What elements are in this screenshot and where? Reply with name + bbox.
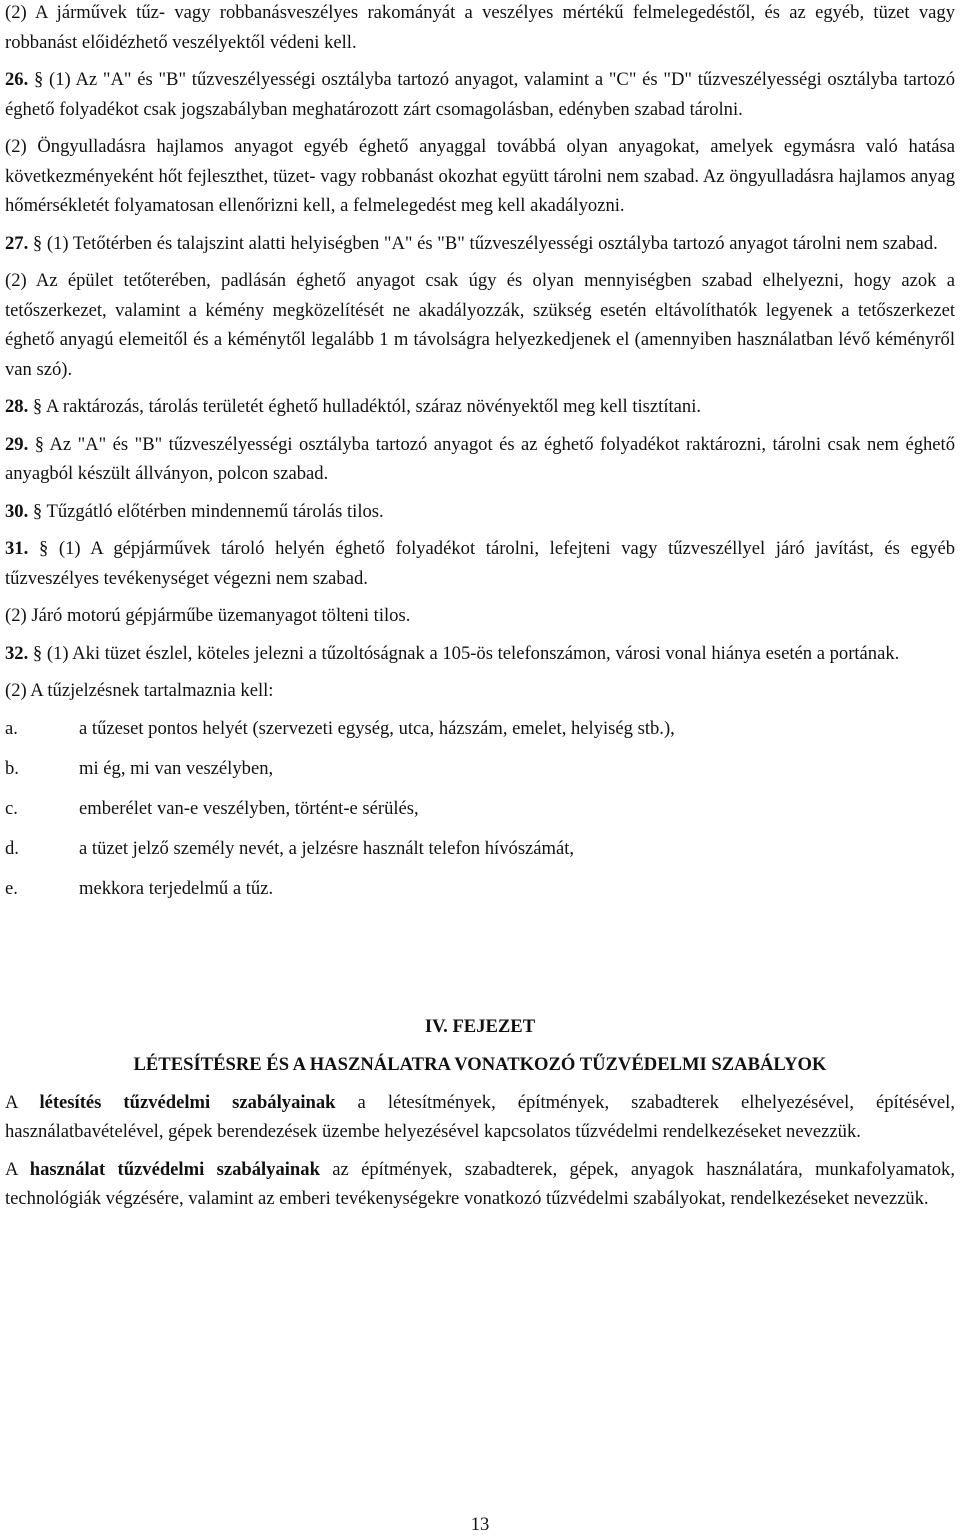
list-item	[5, 794, 955, 834]
definition-establishment	[5, 1088, 955, 1147]
section-31	[5, 534, 955, 593]
section-27-2	[5, 266, 955, 384]
section-sign: §	[32, 642, 43, 664]
section-number: 29.	[5, 433, 29, 455]
section-28	[5, 392, 955, 422]
list-item	[5, 874, 955, 914]
page-number: 13	[470, 1514, 490, 1535]
section-number: 32.	[5, 642, 29, 664]
section-sign: §	[32, 396, 43, 417]
definition-usage	[5, 1155, 955, 1214]
section-sign: §	[32, 500, 43, 522]
section-sign: §	[38, 538, 49, 559]
section-number: 26.	[5, 69, 29, 90]
definition-text: az építmények, szabadterek, gépek, anyagok használatára, munkafolyamatok, technológiák végzésére, valamint az emberi tevékenységekre vonatkozó tűzvédelmi szabályokat, rendelkezéseket nevezzük.	[5, 1158, 956, 1209]
definition-text: a létesítmények, építmények, szabadterek elhelyezésével, építésével, használatbavételével, gépek berendezések üzembe helyezésével kapcsolatos tűzvédelmi rendelkezéseket nevezzük.	[5, 1091, 955, 1142]
list-letter: e.	[5, 877, 18, 899]
section-sign: §	[34, 69, 44, 90]
paragraph-text: (2) Járó motorú gépjárműbe üzemanyagot tölteni tilos.	[5, 605, 411, 626]
paragraph-text: (2) Öngyulladásra hajlamos anyagot egyéb éghető anyaggal továbbá olyan anyagokat, amelyek egymásra való hatása következményeként hőt fejleszthet, tüzet- vagy robbanást okozhat együtt tárolni nem szabad. Az öngyulladásra hajlamos anyag hőmérsékletét folyamatosan ellenőrizni kell, a felmelegedést meg kell akadályozni.	[5, 136, 955, 216]
list-text: a tűzeset pontos helyét (szervezeti egység, utca, házszám, emelet, helyiség stb.),	[79, 717, 675, 739]
paragraph-text: (2) A járművek tűz- vagy robbanásveszélyes rakományát a veszélyes mértékű felmelegedéstől, és az egyéb, tüzet vagy robbanást előidézhető veszélyektől védeni kell.	[5, 2, 955, 53]
section-number: 28.	[5, 396, 29, 417]
section-26-2	[5, 132, 955, 221]
section-26	[5, 65, 955, 124]
section-30	[5, 497, 955, 527]
list-text: mekkora terjedelmű a tűz.	[79, 877, 274, 899]
section-number: 30.	[5, 500, 29, 522]
section-number: 27.	[5, 232, 29, 254]
section-text: (1) A gépjárművek tároló helyén éghető folyadékot tárolni, lefejteni vagy tűzveszéllyel járó javítást, és egyéb tűzveszélyes tevékenységet végezni nem szabad.	[5, 538, 955, 589]
chapter-title: LÉTESÍTÉSRE ÉS A HASZNÁLATRA VONATKOZÓ TŰZVÉDELMI SZABÁLYOK	[133, 1054, 827, 1075]
list-item	[5, 754, 955, 794]
section-27	[5, 229, 955, 259]
section-sign: §	[32, 232, 43, 254]
definition-article: A	[5, 1091, 18, 1113]
fire-report-list	[5, 714, 955, 914]
section-29	[5, 430, 955, 489]
list-letter: a.	[5, 717, 18, 739]
list-letter: b.	[5, 757, 19, 779]
section-text: Az "A" és "B" tűzveszélyességi osztályba tartozó anyagot és az éghető folyadékot raktározni, tárolni csak nem éghető anyagból készült állványon, polcon szabad.	[5, 433, 956, 484]
section-text: A raktározás, tárolás területét éghető hulladéktól, száraz növényektől meg kell tisztítani.	[45, 396, 702, 417]
section-32	[5, 639, 955, 669]
section-text: (1) Aki tüzet észlel, köteles jelezni a tűzoltóságnak a 105-ös telefonszámon, városi vonal hiánya esetén a portának.	[46, 642, 900, 664]
section-sign: §	[34, 433, 45, 455]
section-text: (1) Az "A" és "B" tűzveszélyességi osztályba tartozó anyagot, valamint a "C" és "D" tűzveszélyességi osztályba tartozó éghető folyadékot csak jogszabályban meghatározott zárt csomagolásban, edényben szabad tárolni.	[5, 69, 955, 120]
list-text: a tüzet jelző személy nevét, a jelzésre használt telefon hívószámát,	[79, 837, 575, 859]
definition-term: létesítés tűzvédelmi szabályainak	[39, 1091, 336, 1113]
list-text: mi ég, mi van veszélyben,	[79, 757, 274, 779]
list-letter: c.	[5, 797, 18, 819]
section-number: 31.	[5, 538, 29, 559]
list-item	[5, 714, 955, 754]
section-text: Tűzgátló előtérben mindennemű tárolás tilos.	[46, 500, 384, 522]
list-text: emberélet van-e veszélyben, történt-e sérülés,	[79, 797, 419, 819]
document-page	[5, 0, 955, 1222]
section-32-2	[5, 676, 955, 706]
paragraph-text: (2) A tűzjelzésnek tartalmaznia kell:	[5, 680, 274, 701]
paragraph-vehicles	[5, 0, 955, 57]
paragraph-text: (2) Az épület tetőterében, padlásán éghető anyagot csak úgy és olyan mennyiségben szabad elhelyezni, hogy azok a tetőszerkezet, valamint a kémény megközelítését ne akadályozzák, szükség esetén eltávolíthatók legyenek a tetőszerkezet éghető anyagú elemeitől és a kéménytől legalább 1 m távolságra helyezkedjenek el (amennyiben használatban lévő kéményről van szó).	[5, 270, 955, 380]
list-letter: d.	[5, 837, 19, 859]
definition-term: használat tűzvédelmi szabályainak	[29, 1158, 320, 1180]
chapter-number: IV. FEJEZET	[424, 1015, 536, 1037]
section-text: (1) Tetőtérben és talajszint alatti helyiségben "A" és "B" tűzveszélyességi osztályba tartozó anyagot tárolni nem szabad.	[46, 232, 938, 254]
list-item	[5, 834, 955, 874]
definition-article: A	[5, 1158, 18, 1180]
section-31-2	[5, 601, 955, 631]
